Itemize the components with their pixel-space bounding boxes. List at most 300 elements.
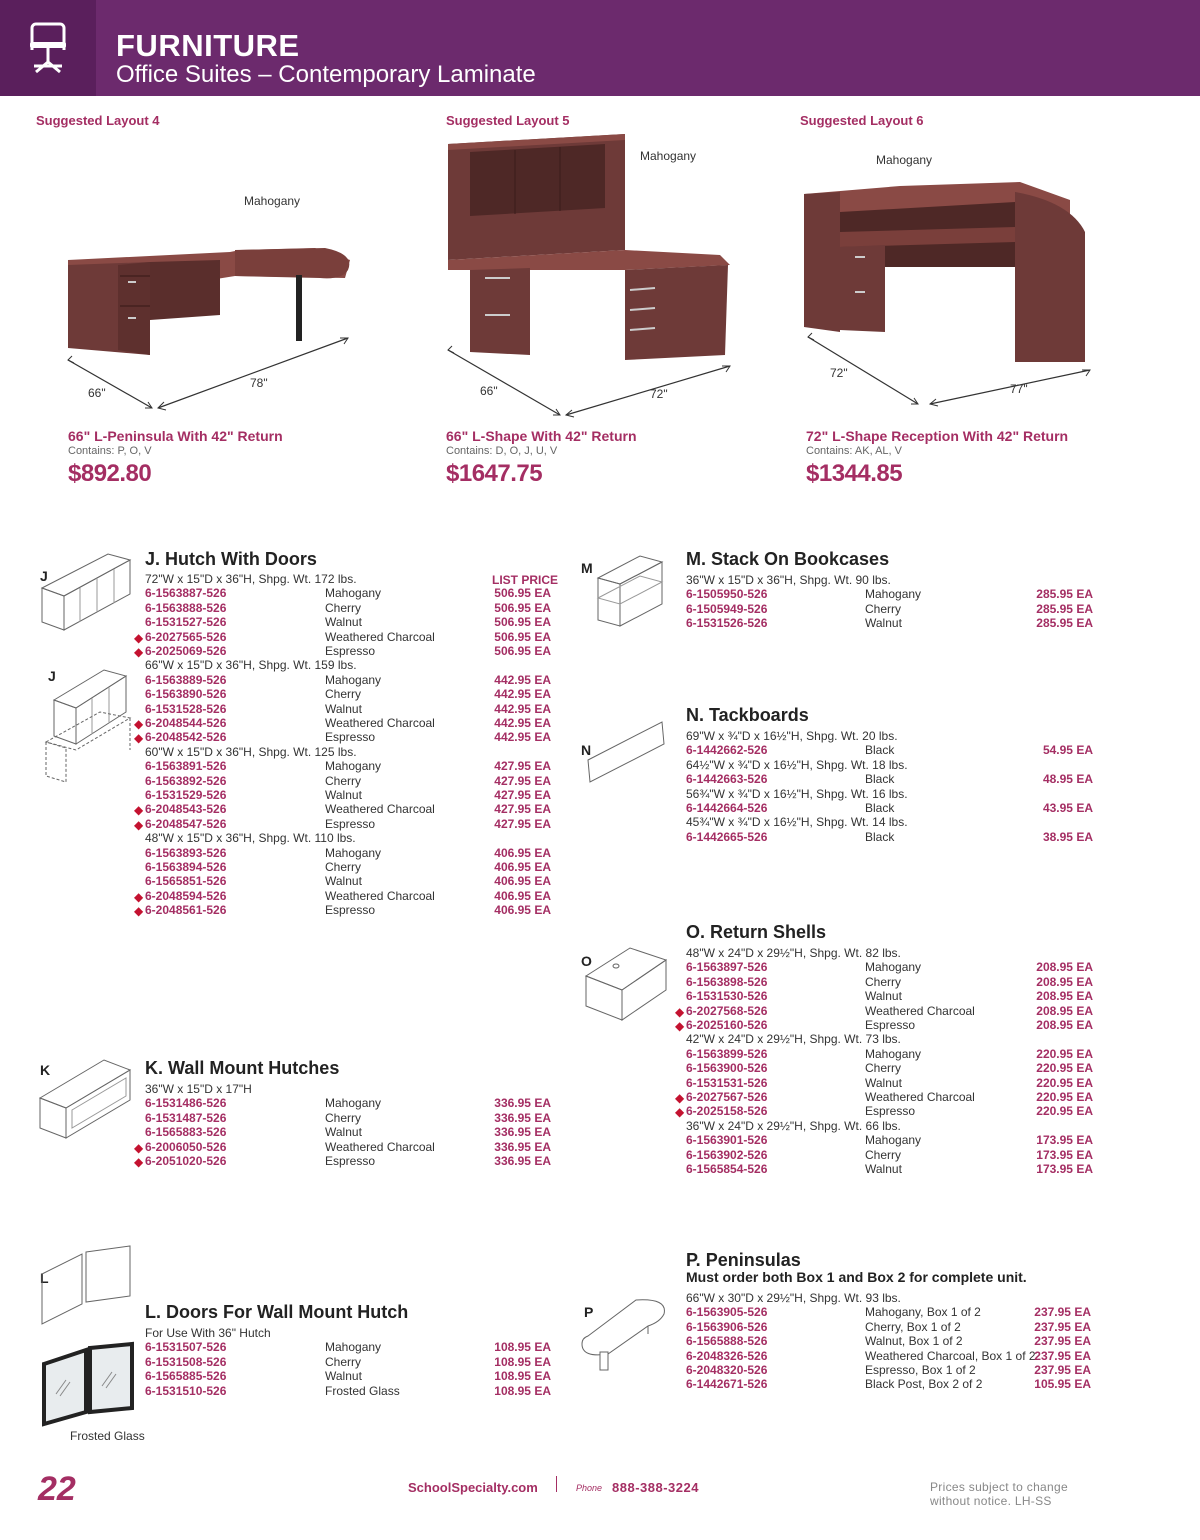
product-row: [145, 1369, 551, 1383]
product-row: [134, 644, 551, 659]
section-l-title: L. Doors For Wall Mount Hutch: [145, 1302, 409, 1322]
spec-line: 72"W x 15"D x 36"H, Shpg. Wt. 172 lbs.: [145, 572, 357, 586]
product-row: [675, 1018, 1093, 1033]
item-number[interactable]: 6-1563897-526: [686, 960, 768, 975]
item-price: 336.95 EA: [494, 1154, 551, 1168]
item-price: 506.95 EA: [494, 586, 551, 601]
product-row: [145, 702, 551, 716]
item-price: 208.95 EA: [1036, 989, 1093, 1004]
item-price: 442.95 EA: [494, 672, 551, 687]
product-row: [675, 1104, 1093, 1120]
spec-line: 64½"W x ¾"D x 16½"H, Shpg. Wt. 18 lbs.: [686, 757, 908, 772]
item-price: 220.95 EA: [1036, 1046, 1093, 1061]
finish-name: Frosted Glass: [325, 1383, 400, 1398]
section-j-title: J. Hutch With Doors: [145, 549, 317, 569]
item-number[interactable]: 6-1563901-526: [686, 1133, 768, 1148]
item-number[interactable]: 6-1531527-526: [145, 615, 227, 630]
item-price: 108.95 EA: [494, 1369, 551, 1384]
item-number[interactable]: 6-1565883-526: [145, 1125, 227, 1140]
frosted-glass-caption: Frosted Glass: [70, 1429, 145, 1443]
finish-name: Walnut: [865, 989, 902, 1004]
finish-name: Weathered Charcoal, Box 1 of 2: [865, 1348, 1036, 1363]
item-number[interactable]: 6-2027565-526: [145, 629, 227, 644]
new-finish-diamond-icon: ◆: [134, 1140, 144, 1155]
finish-name: Mahogany: [325, 845, 382, 860]
website-link[interactable]: SchoolSpecialty.com: [408, 1480, 538, 1495]
layout-4-price: $892.80: [68, 460, 152, 487]
finish-name: Mahogany: [865, 1046, 922, 1061]
item-price: 237.95 EA: [1034, 1319, 1091, 1334]
finish-name: Cherry, Box 1 of 2: [865, 1319, 961, 1334]
finish-name: Cherry: [325, 860, 362, 874]
item-number[interactable]: 6-1442671-526: [686, 1377, 768, 1392]
item-number[interactable]: 6-2025158-526: [686, 1104, 768, 1119]
finish-name: Espresso: [325, 903, 376, 918]
product-row: [686, 989, 1093, 1003]
spec-line: 60"W x 15"D x 36"H, Shpg. Wt. 125 lbs.: [145, 744, 357, 759]
finish-name: Walnut: [325, 1125, 362, 1140]
item-price: 173.95 EA: [1036, 1147, 1093, 1162]
item-price: 220.95 EA: [1036, 1061, 1093, 1076]
new-finish-diamond-icon: ◆: [134, 889, 144, 904]
product-row: [145, 774, 551, 788]
item-number[interactable]: 6-1563899-526: [686, 1046, 768, 1061]
finish-name: Black: [865, 801, 895, 815]
item-price: 427.95 EA: [494, 802, 551, 817]
item-price: 208.95 EA: [1036, 960, 1093, 975]
item-number[interactable]: 6-2048547-526: [145, 816, 227, 831]
finish-name: Walnut: [325, 701, 362, 716]
item-number[interactable]: 6-2025160-526: [686, 1018, 768, 1032]
product-row: [686, 1349, 1091, 1363]
finish-name: Mahogany: [865, 1133, 922, 1148]
doors-drawing: [38, 1244, 134, 1328]
finish-name: Mahogany: [325, 759, 382, 774]
spec-line: For Use With 36" Hutch: [145, 1326, 271, 1340]
item-number[interactable]: 6-1563888-526: [145, 600, 227, 615]
product-row: [145, 846, 551, 860]
finish-name: Espresso: [325, 1154, 376, 1168]
item-price: 506.95 EA: [494, 600, 551, 615]
product-row: [145, 615, 551, 629]
layout-5-finish: Mahogany: [640, 149, 697, 163]
item-number[interactable]: 6-1563890-526: [145, 687, 227, 702]
finish-name: Walnut: [325, 615, 362, 630]
item-number[interactable]: 6-1563889-526: [145, 672, 227, 687]
section-m-title: M. Stack On Bookcases: [686, 549, 890, 569]
item-number[interactable]: 6-1531510-526: [145, 1383, 227, 1398]
product-row: [145, 1384, 551, 1398]
finish-name: Weathered Charcoal: [325, 1139, 435, 1154]
item-number[interactable]: 6-2048544-526: [145, 716, 227, 730]
finish-name: Espresso: [325, 816, 376, 831]
product-row: [145, 687, 551, 701]
item-number[interactable]: 6-1442665-526: [686, 829, 768, 844]
product-row: [145, 874, 551, 888]
finish-name: Mahogany: [865, 960, 922, 975]
item-number[interactable]: 6-1563902-526: [686, 1147, 768, 1162]
spec-line: 45¾"W x ¾"D x 16½"H, Shpg. Wt. 14 lbs.: [686, 815, 908, 830]
item-price: 442.95 EA: [494, 730, 551, 745]
product-row: [686, 1377, 1091, 1391]
finish-name: Black: [865, 772, 895, 787]
item-price: 220.95 EA: [1036, 1104, 1093, 1119]
item-price: 43.95 EA: [1042, 801, 1093, 815]
item-price: 406.95 EA: [494, 860, 551, 874]
product-row: [686, 1162, 1093, 1176]
phone-number[interactable]: 888-388-3224: [612, 1480, 699, 1495]
section-p-subtitle: Must order both Box 1 and Box 2 for complete unit.: [686, 1269, 1027, 1285]
product-row: [145, 1355, 551, 1369]
new-finish-diamond-icon: ◆: [134, 1155, 144, 1169]
bookcase-drawing: [596, 554, 666, 630]
item-price: 506.95 EA: [494, 629, 551, 644]
finish-name: Mahogany: [325, 672, 382, 687]
item-price: 108.95 EA: [494, 1383, 551, 1398]
product-row: [145, 788, 551, 802]
item-number[interactable]: 6-1563893-526: [145, 845, 227, 860]
finish-name: Mahogany, Box 1 of 2: [865, 1305, 981, 1320]
item-number[interactable]: 6-1563900-526: [686, 1061, 768, 1076]
layout-4-dim-a: 66": [88, 386, 106, 400]
item-number[interactable]: 6-1563892-526: [145, 773, 227, 788]
section-n-letter: N: [581, 742, 592, 758]
product-row: [134, 716, 551, 731]
item-price: 220.95 EA: [1036, 1075, 1093, 1090]
item-number[interactable]: 6-1563905-526: [686, 1305, 768, 1320]
spec-line: 69"W x ¾"D x 16½"H, Shpg. Wt. 20 lbs.: [686, 729, 898, 743]
phone-label: Phone: [576, 1483, 603, 1493]
item-number[interactable]: 6-2048320-526: [686, 1363, 768, 1377]
new-finish-diamond-icon: ◆: [134, 817, 144, 832]
product-row: [686, 960, 1093, 974]
finish-name: Cherry: [865, 1147, 902, 1162]
product-row: [145, 1111, 551, 1125]
item-price: 237.95 EA: [1034, 1348, 1091, 1363]
finish-name: Weathered Charcoal: [325, 802, 435, 817]
layout-5-label: Suggested Layout 5: [446, 113, 570, 128]
item-number[interactable]: 6-2048542-526: [145, 730, 227, 745]
item-price: 173.95 EA: [1036, 1133, 1093, 1148]
item-price: 108.95 EA: [494, 1340, 551, 1355]
item-number[interactable]: 6-1531507-526: [145, 1340, 227, 1355]
item-number[interactable]: 6-2048561-526: [145, 903, 227, 918]
product-row: [686, 743, 1093, 757]
item-number[interactable]: 6-1565854-526: [686, 1162, 768, 1176]
item-number[interactable]: 6-1442663-526: [686, 772, 768, 787]
item-number[interactable]: 6-2027568-526: [686, 1003, 768, 1018]
peninsula-drawing: [578, 1294, 670, 1374]
finish-name: Cherry: [865, 974, 902, 989]
item-price: 406.95 EA: [494, 888, 551, 903]
product-row: [134, 903, 551, 919]
finish-name: Black: [865, 743, 895, 758]
finish-name: Weathered Charcoal: [325, 888, 435, 903]
product-row: [686, 1076, 1093, 1090]
spec-line: 42"W x 24"D x 29½"H, Shpg. Wt. 73 lbs.: [686, 1032, 901, 1047]
item-price: 336.95 EA: [494, 1139, 551, 1154]
item-price: 427.95 EA: [494, 816, 551, 831]
item-price: 237.95 EA: [1034, 1363, 1091, 1377]
new-finish-diamond-icon: ◆: [134, 731, 144, 746]
section-n-title: N. Tackboards: [686, 705, 809, 725]
item-number[interactable]: 6-1565851-526: [145, 874, 227, 889]
layout-4-contains: Contains: P, O, V: [68, 445, 152, 457]
finish-name: Cherry: [325, 600, 362, 615]
item-number[interactable]: 6-1563906-526: [686, 1319, 768, 1334]
item-number[interactable]: 6-1531530-526: [686, 989, 768, 1004]
layout-6-label: Suggested Layout 6: [800, 113, 924, 128]
spec-line: 36"W x 24"D x 29½"H, Shpg. Wt. 66 lbs.: [686, 1118, 901, 1133]
layout-5-title: 66" L-Shape With 42" Return: [446, 428, 637, 444]
item-price: 285.95 EA: [1036, 587, 1093, 602]
layout-4-title: 66" L-Peninsula With 42" Return: [68, 428, 283, 444]
finish-name: Espresso: [325, 730, 376, 745]
product-row: [686, 1148, 1093, 1162]
product-row: [686, 1047, 1093, 1061]
header-icon-tab: [0, 0, 96, 96]
finish-name: Black Post, Box 2 of 2: [865, 1377, 983, 1392]
layout-5-desk-image: [440, 130, 740, 420]
finish-name: Cherry: [325, 773, 362, 788]
product-row: [145, 601, 551, 615]
item-price: 442.95 EA: [494, 716, 551, 730]
product-row: [686, 1334, 1091, 1348]
price-note-line2: without notice. LH-SS: [930, 1494, 1052, 1508]
finish-name: Espresso: [865, 1104, 916, 1119]
item-price: 54.95 EA: [1042, 743, 1093, 758]
item-number[interactable]: 6-1531528-526: [145, 701, 227, 716]
layout-4-finish: Mahogany: [244, 194, 301, 208]
section-k-title: K. Wall Mount Hutches: [145, 1058, 340, 1078]
item-number[interactable]: 6-1565888-526: [686, 1334, 768, 1349]
finish-name: Weathered Charcoal: [865, 1090, 975, 1104]
finish-name: Cherry: [865, 601, 902, 616]
spec-line: 36"W x 15"D x 17"H: [145, 1082, 252, 1096]
return-shell-drawing: [584, 946, 668, 1024]
layout-4-label: Suggested Layout 4: [36, 113, 160, 128]
item-number[interactable]: 6-1505950-526: [686, 587, 768, 602]
product-row: [134, 730, 551, 746]
item-price: 336.95 EA: [494, 1096, 551, 1111]
item-number[interactable]: 6-1565885-526: [145, 1369, 227, 1384]
finish-name: Weathered Charcoal: [325, 629, 435, 644]
finish-name: Mahogany: [325, 1340, 382, 1355]
item-number[interactable]: 6-2025069-526: [145, 644, 227, 658]
item-number[interactable]: 6-1563887-526: [145, 586, 227, 601]
new-finish-diamond-icon: ◆: [134, 645, 144, 659]
product-row: [134, 1154, 551, 1169]
item-number[interactable]: 6-1442662-526: [686, 743, 768, 758]
item-number[interactable]: 6-1563891-526: [145, 759, 227, 774]
item-number[interactable]: 6-2048543-526: [145, 802, 227, 817]
item-price: 208.95 EA: [1036, 974, 1093, 989]
item-price: 442.95 EA: [494, 687, 551, 702]
product-row: [686, 1133, 1093, 1147]
item-price: 506.95 EA: [494, 644, 551, 658]
item-price: 336.95 EA: [494, 1125, 551, 1140]
new-finish-diamond-icon: ◆: [675, 1091, 685, 1105]
item-price: 427.95 EA: [494, 788, 551, 802]
item-number[interactable]: 6-1531529-526: [145, 788, 227, 802]
new-finish-diamond-icon: ◆: [134, 803, 144, 818]
product-row: [134, 802, 551, 818]
product-row: [145, 1340, 551, 1354]
product-row: [134, 1139, 551, 1155]
layout-5-dim-a: 66": [480, 384, 498, 398]
layout-4-dim-b: 78": [250, 376, 268, 390]
finish-name: Mahogany: [325, 586, 382, 601]
layout-5-dim-b: 72": [650, 387, 668, 401]
product-row: [145, 860, 551, 874]
finish-name: Espresso, Box 1 of 2: [865, 1363, 976, 1377]
finish-name: Walnut: [325, 874, 362, 889]
product-row: [686, 1363, 1091, 1377]
layout-6-finish: Mahogany: [876, 153, 933, 167]
layout-6-price: $1344.85: [806, 460, 903, 487]
finish-name: Black: [865, 829, 895, 844]
spec-line: 36"W x 15"D x 36"H, Shpg. Wt. 90 lbs.: [686, 573, 891, 587]
finish-name: Espresso: [325, 644, 376, 658]
finish-name: Cherry: [325, 1110, 362, 1125]
item-price: 173.95 EA: [1036, 1162, 1093, 1176]
chair-icon: [28, 22, 68, 74]
item-number[interactable]: 6-1531508-526: [145, 1354, 227, 1369]
product-row: [686, 975, 1093, 989]
header-banner: [0, 0, 1200, 96]
item-price: 406.95 EA: [494, 903, 551, 918]
product-row: [134, 816, 551, 832]
product-row: [134, 888, 551, 904]
section-j-letter-2: J: [48, 668, 56, 684]
page-number: 22: [38, 1470, 76, 1508]
item-price: 237.95 EA: [1034, 1305, 1091, 1320]
spec-line: 56¾"W x ¾"D x 16½"H, Shpg. Wt. 16 lbs.: [686, 786, 908, 801]
item-price: 48.95 EA: [1042, 772, 1093, 787]
finish-name: Walnut: [865, 1075, 902, 1090]
item-number[interactable]: 6-2006050-526: [145, 1139, 227, 1154]
item-number[interactable]: 6-2048594-526: [145, 888, 227, 903]
item-number[interactable]: 6-2027567-526: [686, 1090, 768, 1104]
finish-name: Cherry: [865, 1061, 902, 1076]
item-price: 285.95 EA: [1036, 616, 1093, 631]
new-finish-diamond-icon: ◆: [675, 1105, 685, 1120]
product-row: [145, 759, 551, 773]
finish-name: Walnut: [325, 1369, 362, 1384]
spec-line: 48"W x 15"D x 36"H, Shpg. Wt. 110 lbs.: [145, 831, 356, 846]
section-m-letter: M: [581, 560, 593, 576]
product-row: [675, 1090, 1093, 1105]
product-row: [686, 602, 1093, 616]
item-price: 208.95 EA: [1036, 1018, 1093, 1032]
category-title: FURNITURE: [116, 28, 300, 63]
finish-name: Weathered Charcoal: [865, 1003, 975, 1018]
product-row: [686, 1305, 1091, 1319]
finish-name: Cherry: [325, 1354, 362, 1369]
item-number[interactable]: 6-1563894-526: [145, 860, 227, 874]
finish-name: Weathered Charcoal: [325, 716, 435, 730]
section-l-letter: L: [40, 1270, 49, 1286]
product-row: [686, 801, 1093, 815]
item-price: 406.95 EA: [494, 874, 551, 889]
item-number[interactable]: 6-1563898-526: [686, 974, 768, 989]
item-price: 406.95 EA: [494, 845, 551, 860]
product-row: [686, 772, 1093, 786]
finish-name: Mahogany: [865, 587, 922, 602]
product-row: [145, 673, 551, 687]
new-finish-diamond-icon: ◆: [134, 630, 144, 645]
item-price: 220.95 EA: [1036, 1090, 1093, 1104]
item-number[interactable]: 6-1531531-526: [686, 1075, 768, 1090]
item-number[interactable]: 6-1531487-526: [145, 1110, 227, 1125]
product-row: [686, 587, 1093, 601]
new-finish-diamond-icon: ◆: [134, 717, 144, 731]
product-row: [686, 830, 1093, 844]
section-o-title: O. Return Shells: [686, 922, 827, 942]
item-number[interactable]: 6-1531486-526: [145, 1096, 227, 1111]
item-number[interactable]: 6-1442664-526: [686, 801, 768, 815]
new-finish-diamond-icon: ◆: [675, 1004, 685, 1019]
new-finish-diamond-icon: ◆: [675, 1019, 685, 1033]
item-price: 442.95 EA: [494, 701, 551, 716]
section-p-letter: P: [584, 1304, 594, 1320]
item-price: 427.95 EA: [494, 773, 551, 788]
layout-5-contains: Contains: D, O, J, U, V: [446, 445, 558, 457]
section-j-letter: J: [40, 568, 48, 584]
finish-name: Cherry: [325, 687, 362, 702]
layout-5-price: $1647.75: [446, 460, 543, 487]
footer-divider: [556, 1476, 557, 1492]
product-row: [686, 1061, 1093, 1075]
item-price: 108.95 EA: [494, 1354, 551, 1369]
product-row: [675, 1003, 1093, 1019]
section-o-letter: O: [581, 953, 592, 969]
new-finish-diamond-icon: ◆: [134, 904, 144, 919]
item-number[interactable]: 6-2051020-526: [145, 1154, 227, 1168]
spec-line: 48"W x 24"D x 29½"H, Shpg. Wt. 82 lbs.: [686, 946, 901, 960]
section-p-title: P. Peninsulas: [686, 1250, 801, 1270]
item-price: 105.95 EA: [1034, 1377, 1091, 1392]
finish-name: Walnut: [865, 1162, 902, 1176]
list-price-header: LIST PRICE: [492, 573, 559, 587]
item-price: 427.95 EA: [494, 759, 551, 774]
spec-line: 66"W x 15"D x 36"H, Shpg. Wt. 159 lbs.: [145, 658, 357, 673]
item-number[interactable]: 6-2048326-526: [686, 1348, 768, 1363]
item-number[interactable]: 6-1505949-526: [686, 601, 768, 616]
product-row: [145, 1125, 551, 1139]
finish-name: Walnut: [325, 788, 362, 802]
price-note-line1: Prices subject to change: [930, 1480, 1068, 1494]
item-price: 336.95 EA: [494, 1110, 551, 1125]
finish-name: Walnut: [865, 616, 902, 631]
layout-6-dim-b: 77": [1010, 382, 1028, 396]
product-row: [134, 629, 551, 645]
product-row: [145, 1096, 551, 1110]
item-price: 208.95 EA: [1036, 1003, 1093, 1018]
product-row: [145, 586, 551, 600]
layout-6-title: 72" L-Shape Reception With 42" Return: [806, 428, 1069, 444]
layout-6-contains: Contains: AK, AL, V: [806, 445, 903, 457]
item-price: 506.95 EA: [494, 615, 551, 630]
finish-name: Mahogany: [325, 1096, 382, 1111]
tackboard-drawing: [586, 720, 666, 786]
section-k-letter: K: [40, 1062, 51, 1078]
item-price: 237.95 EA: [1034, 1334, 1091, 1349]
frosted-glass-doors-drawing: [40, 1342, 136, 1426]
page-subtitle: Office Suites – Contemporary Laminate: [116, 61, 536, 88]
item-price: 38.95 EA: [1042, 829, 1093, 844]
item-number[interactable]: 6-1531526-526: [686, 616, 768, 631]
